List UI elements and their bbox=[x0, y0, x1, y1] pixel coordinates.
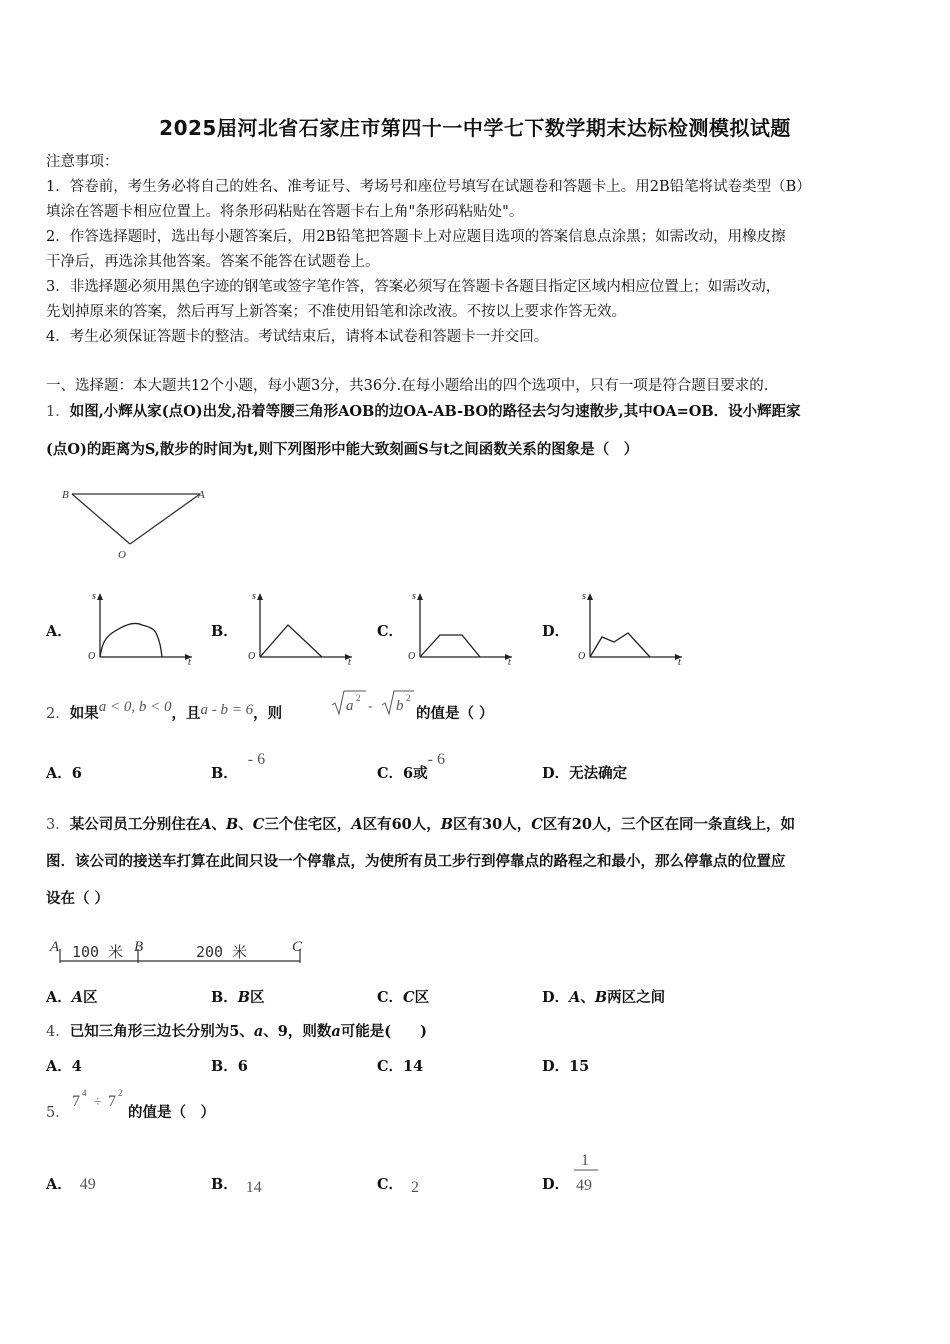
q2-radical-expression bbox=[330, 688, 416, 718]
denominator: 49 bbox=[576, 1177, 592, 1194]
q5-expression bbox=[70, 1086, 130, 1114]
q2-text: ，且 bbox=[171, 705, 201, 722]
q3-text: 某公司员工分别住在 bbox=[69, 816, 201, 833]
option-value: 区 bbox=[250, 989, 265, 1006]
q4-option-a[interactable]: A．4 bbox=[46, 1058, 82, 1075]
q3-option-d[interactable] bbox=[542, 986, 665, 1007]
option-label: C． bbox=[377, 1176, 404, 1193]
q5-option-d-fraction bbox=[570, 1145, 602, 1195]
q3-text: 、 bbox=[238, 816, 253, 833]
notice-line: 1．答卷前，考生务必将自己的姓名、准考证号、考场号和座位号填写在试题卷和答题卡上。用2B铅笔将试卷类型（B） bbox=[46, 179, 811, 195]
q3-option-a[interactable] bbox=[46, 986, 98, 1007]
q4-number: 4． bbox=[46, 1024, 70, 1040]
variable-a: a bbox=[253, 1023, 264, 1040]
q3-option-b[interactable] bbox=[211, 986, 265, 1007]
distance-ab-label: 100 米 bbox=[72, 943, 124, 961]
exponent-2: 2 bbox=[118, 1088, 123, 1098]
option-value: 无法确定 bbox=[569, 765, 628, 782]
q4-option-d[interactable]: D．15 bbox=[542, 1058, 590, 1075]
s-axis-label: s bbox=[582, 591, 586, 602]
option-label: C． bbox=[377, 765, 404, 782]
q3-text: 区有30人， bbox=[453, 816, 532, 833]
minus-sign: - bbox=[368, 699, 373, 714]
base-2: 7 bbox=[108, 1093, 116, 1110]
option-label: B． bbox=[211, 989, 238, 1006]
option-value-math: - 6 bbox=[427, 751, 445, 768]
option-value: - 6 bbox=[247, 751, 266, 768]
exponent: 2 bbox=[356, 693, 361, 703]
area-c: C bbox=[531, 816, 543, 833]
t-axis-label: t bbox=[508, 657, 511, 667]
exponent: 2 bbox=[406, 693, 411, 703]
q2-tail: 的值是（ ） bbox=[416, 705, 494, 722]
s-axis-label: s bbox=[92, 591, 96, 602]
option-value: 14 bbox=[245, 1179, 262, 1196]
q3-line2: 图．该公司的接送车打算在此间只设一个停靠点，为使所有员工步行到停靠点的路程之和最小，那么停靠点的位置应 bbox=[46, 853, 786, 870]
graph-c bbox=[404, 585, 516, 667]
numerator: 1 bbox=[581, 1152, 589, 1169]
q1-option-c[interactable]: C． bbox=[377, 623, 404, 640]
point-b-label: B bbox=[134, 939, 144, 955]
t-axis-label: t bbox=[678, 657, 681, 667]
q1-option-d[interactable]: D． bbox=[542, 623, 570, 640]
page-title: 2025届河北省石家庄市第四十一中学七下数学期末达标检测模拟试题 bbox=[159, 116, 791, 140]
q4-text: 可能是( ) bbox=[340, 1023, 427, 1040]
q3-text: 、 bbox=[211, 816, 226, 833]
option-label: B． bbox=[211, 1176, 238, 1193]
q3-line1 bbox=[46, 813, 795, 834]
option-label: A． bbox=[46, 989, 72, 1006]
notice-line: 4．考生必须保证答题卡的整洁。考试结束后，请将本试卷和答题卡一并交回。 bbox=[46, 329, 549, 345]
option-value: 6 bbox=[71, 765, 82, 782]
q2-option-d[interactable] bbox=[542, 762, 627, 783]
graph-a bbox=[84, 585, 196, 667]
q2-number: 2． bbox=[46, 706, 70, 722]
q5-option-c[interactable] bbox=[377, 1173, 419, 1194]
option-letter: A bbox=[569, 989, 581, 1006]
option-value: 区 bbox=[414, 989, 430, 1006]
area-b: B bbox=[440, 816, 454, 833]
origin-label: O bbox=[408, 651, 416, 662]
q1-line1 bbox=[46, 400, 801, 421]
q2-text: ，则 bbox=[253, 705, 283, 722]
radicand-b: b bbox=[396, 698, 404, 714]
q3-line3: 设在（ ） bbox=[46, 890, 110, 907]
q1-text1: 如图,小辉从家(点O)出发,沿着等腰三角形AOB的边OA-AB-BO的路径去匀匀速散步,其中OA=OB．设小辉距家 bbox=[69, 403, 801, 420]
q4-option-c[interactable]: C．14 bbox=[377, 1058, 424, 1075]
q3-option-c[interactable] bbox=[377, 986, 429, 1007]
q4-text: 已知三角形三边长分别为5、 bbox=[69, 1023, 254, 1040]
q2-option-a[interactable] bbox=[46, 762, 82, 783]
area-b: B bbox=[226, 816, 239, 833]
notice-line: 填涂在答题卡相应位置上。将条形码粘贴在答题卡右上角"条形码粘贴处"。 bbox=[46, 204, 524, 220]
option-label: B． bbox=[211, 765, 238, 782]
q2-equation: a - b = 6 bbox=[200, 702, 254, 718]
exponent-1: 4 bbox=[82, 1088, 87, 1098]
q3-text: 三个住宅区， bbox=[264, 816, 352, 833]
option-value: 2 bbox=[411, 1179, 420, 1196]
q3-number: 3． bbox=[46, 817, 70, 833]
divide-sign: ÷ bbox=[94, 1095, 102, 1110]
triangle-figure bbox=[56, 482, 216, 564]
option-value: 49 bbox=[79, 1176, 96, 1193]
q4-option-b[interactable]: B．6 bbox=[211, 1058, 248, 1075]
q1-line2: (点O)的距离为S,散步的时间为t,则下列图形中能大致刻画S与t之间函数关系的图象是（ ） bbox=[46, 441, 639, 458]
option-letter: B bbox=[594, 989, 608, 1006]
variable-a: a bbox=[331, 1023, 341, 1040]
base-1: 7 bbox=[72, 1093, 80, 1110]
option-value: 6或 bbox=[403, 765, 428, 782]
q5-option-a[interactable] bbox=[46, 1173, 96, 1194]
q2-option-b[interactable] bbox=[211, 751, 266, 783]
q2-stem bbox=[46, 699, 283, 723]
option-separator: 、 bbox=[580, 989, 595, 1006]
q1-option-b[interactable]: B． bbox=[211, 623, 238, 640]
notice-line: 先划掉原来的答案，然后再写上新答案；不准使用铅笔和涂改液。不按以上要求作答无效。 bbox=[46, 304, 626, 320]
point-c-label: C bbox=[292, 939, 303, 955]
q2-condition: a < 0, b < 0 bbox=[98, 699, 172, 715]
option-letter: C bbox=[403, 989, 415, 1006]
option-value: 区 bbox=[83, 989, 98, 1006]
option-label: A． bbox=[46, 765, 72, 782]
distance-bc-label: 200 米 bbox=[196, 943, 248, 961]
q5-option-d[interactable] bbox=[542, 1173, 569, 1194]
q4-text: 、9，则数 bbox=[263, 1023, 332, 1040]
notice-heading: 注意事项： bbox=[46, 154, 119, 170]
origin-label: O bbox=[578, 651, 586, 662]
graph-b bbox=[244, 585, 356, 667]
origin-label: O bbox=[248, 651, 256, 662]
graph-d bbox=[574, 585, 686, 667]
q1-option-a[interactable]: A． bbox=[46, 623, 72, 640]
notice-line: 3．非选择题必须用黑色字迹的钢笔或签字笔作答，答案必须写在答题卡各题目指定区域内相应位置上；如需改动， bbox=[46, 279, 781, 295]
notice-line: 2．作答选择题时，选出每小题答案后，用2B铅笔把答题卡上对应题目选项的答案信息点涂黑；如需改动，用橡皮擦 bbox=[46, 229, 786, 245]
option-label: A． bbox=[46, 1176, 72, 1193]
q4-stem bbox=[46, 1020, 427, 1041]
s-axis-label: s bbox=[252, 591, 256, 602]
q2-option-c[interactable] bbox=[377, 751, 445, 783]
q3-text: 区有20人，三个区在同一条直线上，如 bbox=[542, 816, 795, 833]
section-heading: 一、选择题：本大题共12个小题，每小题3分，共36分.在每小题给出的四个选项中，只有一项是符合题目要求的. bbox=[46, 378, 769, 394]
q5-option-b[interactable] bbox=[211, 1173, 262, 1194]
point-a-label: A bbox=[50, 939, 60, 955]
t-axis-label: t bbox=[348, 657, 351, 667]
q3-text: 区有60人， bbox=[362, 816, 441, 833]
area-c: C bbox=[252, 816, 265, 833]
option-label: C． bbox=[377, 989, 404, 1006]
q2-text: 如果 bbox=[69, 705, 99, 722]
option-label: D． bbox=[542, 765, 570, 782]
option-label: D． bbox=[542, 989, 570, 1006]
option-value: 两区之间 bbox=[607, 989, 666, 1006]
area-a: A bbox=[200, 816, 212, 833]
notice-line: 干净后，再选涂其他答案。答案不能答在试题卷上。 bbox=[46, 254, 380, 270]
s-axis-label: s bbox=[412, 591, 416, 602]
vertex-o-label: O bbox=[118, 549, 126, 561]
vertex-b-label: B bbox=[62, 489, 69, 501]
option-letter: A bbox=[71, 989, 84, 1006]
notice-block bbox=[46, 150, 916, 350]
distance-diagram bbox=[46, 935, 316, 971]
q1-number: 1． bbox=[46, 404, 70, 420]
area-a: A bbox=[351, 816, 363, 833]
q5-text: 的值是（ ） bbox=[128, 1104, 215, 1121]
option-letter: B bbox=[237, 989, 251, 1006]
option-label: D． bbox=[542, 1176, 570, 1193]
origin-label: O bbox=[88, 651, 96, 662]
vertex-a-label: A bbox=[198, 489, 205, 501]
q5-number: 5． bbox=[46, 1105, 70, 1121]
radicand-a: a bbox=[346, 698, 354, 714]
t-axis-label: t bbox=[188, 657, 191, 667]
